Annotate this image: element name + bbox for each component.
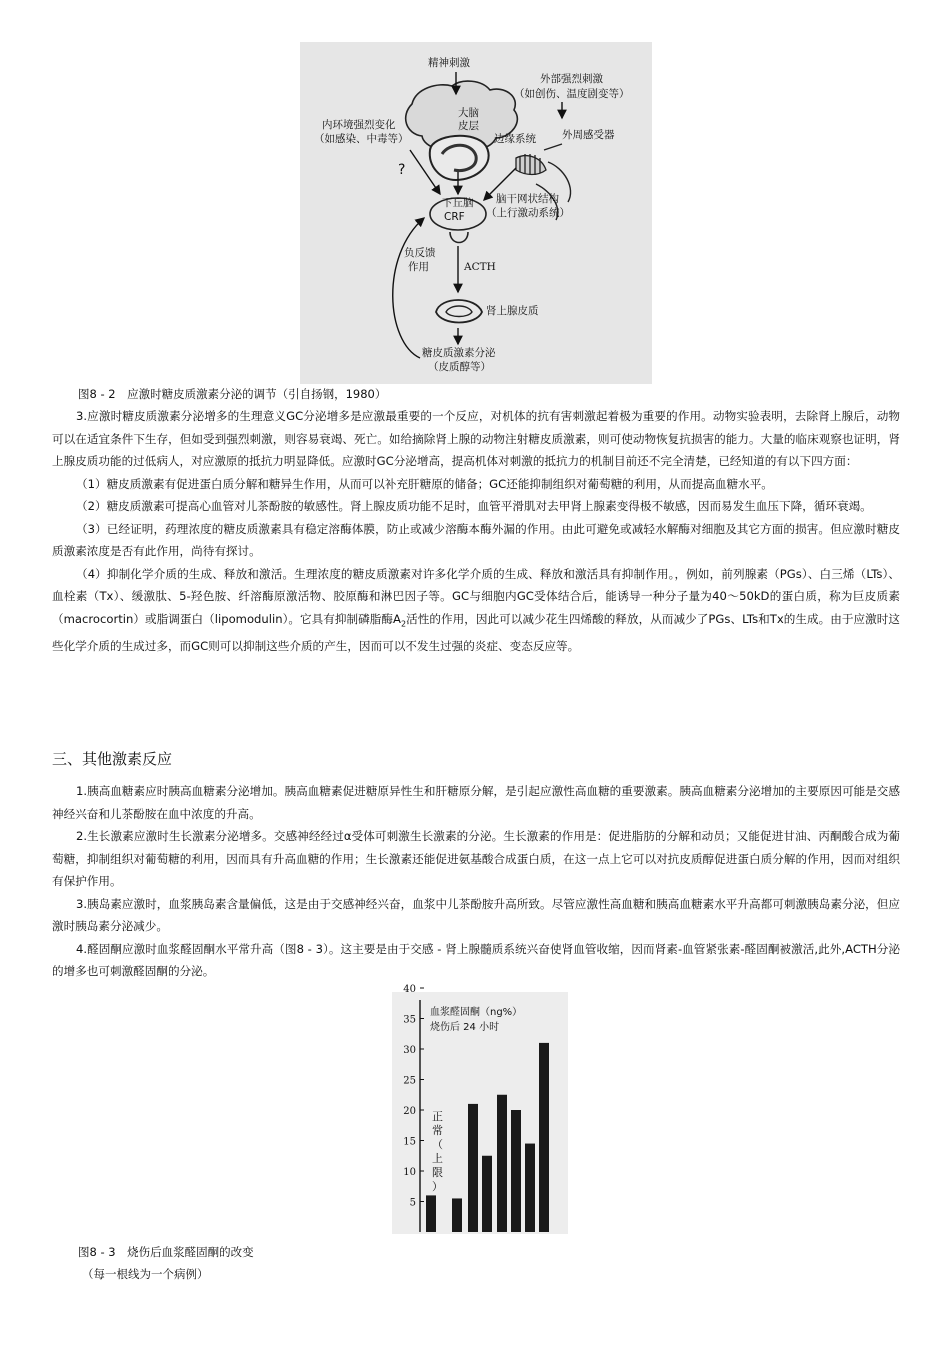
paragraph-item-4-part-a: （4）抑制化学介质的生成、释放和激活。生理浓度的糖皮质激素对许多化学介质的生成、释放和激活具有抑制作用。，例如，前列腺素（PGs）、白三烯（LTs）、血栓素（Tx）、缓激肽、5-羟色胺、纤溶酶原激活物、胶原酶和淋巴因子等。GC与细胞内GC受体结合后，能诱导一种分子量为40～50kD的蛋白质，称为巨皮质素（macrocortin）或脂调蛋白（lipomodulin）。它具有抑制磷脂酶A (52, 566, 900, 626)
label-cortex-2: 皮层 (458, 120, 479, 132)
y-tick-label: 10 (403, 1167, 416, 1178)
stress-regulation-diagram (300, 42, 652, 384)
adrenal-cortex-shape (436, 300, 482, 323)
bar-1 (426, 1195, 436, 1232)
figure-8-3-caption-note: （每一根线为一个病例） (82, 1267, 209, 1281)
paragraph-insulin: 3.胰岛素应激时，血浆胰岛素含量偏低，这是由于交感神经兴奋，血浆中儿茶酚胺升高所致。尽管应激性高血糖和胰高血糖素水平升高都可刺激胰岛素分泌，但应激时胰岛素分泌减少。 (52, 896, 900, 933)
label-mental-stimulus: 精神刺激 (428, 57, 470, 69)
label-crf: CRF (444, 211, 465, 223)
figure-8-2 (300, 42, 652, 384)
label-internal-change: 内环境强烈变化 (322, 119, 396, 131)
label-gc-secretion-example: （皮质醇等） (428, 361, 491, 373)
chart-subtitle: 烧伤后 24 小时 (430, 1022, 500, 1033)
brainstem-hatch (516, 154, 546, 175)
label-feedback-2: 作用 (408, 261, 429, 273)
normal-upper-limit-annotation: 上 (432, 1152, 443, 1165)
label-external-stimulus: 外部强烈刺激 (540, 73, 603, 85)
paragraph-gc-significance: 3.应激时糖皮质激素分泌增多的生理意义GC分泌增多是应激最重要的一个反应，对机体的抗有害刺激起着极为重要的作用。动物实验表明，去除肾上腺后，动物可以在适宜条件下生存，但如受到强烈刺激，则容易衰竭、死亡。如给摘除肾上腺的动物注射糖皮质激素，则可使动物恢复抗损害的能力。大量的临床观察也证明，肾上腺皮质功能的过低病人，对应激原的抵抗力明显降低。应激时GC分泌增高，提高机体对刺激的抵抗力的机制目前还不完全清楚，已经知道的有以下四方面： (52, 409, 900, 468)
label-limbic-system: 边缘系统 (494, 133, 536, 145)
paragraph-item-2: （2）糖皮质激素可提高心血管对儿茶酚胺的敏感性。肾上腺皮质功能不足时，血管平滑肌对去甲肾上腺素变得极不敏感，因而易发生血压下降，循环衰竭。 (76, 499, 872, 513)
y-tick-label: 25 (403, 1075, 416, 1087)
label-reticular-example: （上行激动系统） (486, 207, 570, 219)
label-feedback-1: 负反馈 (404, 247, 436, 259)
bar-5 (497, 1095, 507, 1232)
limbic-shape (430, 136, 489, 180)
bar-2 (452, 1198, 462, 1232)
label-gc-secretion: 糖皮质激素分泌 (422, 347, 496, 359)
paragraph-aldosterone: 4.醛固酮应激时血浆醛固酮水平常升高（图8 - 3）。这主要是由于交感 - 肾上腺髓质系统兴奋使肾血管收缩，因而肾素-血管紧张素-醛固酮被激活,此外,ACTH分泌的增多也可刺激醛固酮的分泌。 (52, 941, 900, 978)
label-hypothalamus: 下丘脑 (442, 197, 474, 209)
normal-upper-limit-annotation: （ (432, 1138, 443, 1151)
bar-8 (539, 1043, 549, 1232)
bar-6 (511, 1110, 521, 1232)
bar-7 (525, 1144, 535, 1232)
paragraph-item-1: （1）糖皮质激素有促进蛋白质分解和糖异生作用，从而可以补充肝糖原的储备；GC还能抑制组织对葡萄糖的利用，从而提高血糖水平。 (76, 476, 773, 491)
y-tick-label: 15 (403, 1136, 416, 1148)
label-reticular: 脑干网状结构 (496, 193, 559, 205)
paragraph-item-4-subscript: 2 (400, 618, 407, 628)
normal-upper-limit-annotation: ） (432, 1180, 443, 1193)
aldosterone-bar-chart (392, 984, 568, 1234)
label-cortex-1: 大脑 (458, 107, 479, 119)
y-tick-label: 20 (403, 1106, 416, 1117)
paragraph-item-4-part-b: 活性的作用，因此可以减少花生四烯酸的释放，从而减少了PGs、LTs和Tx的生成。由于应激时这些化学介质的生成过多，而GC则可以抑制这些介质的产生，因而可以不发生过强的炎症、变态反应等。 (52, 611, 901, 654)
bar-3 (468, 1104, 478, 1232)
paragraph-glucagon: 1.胰高血糖素应时胰高血糖素分泌增加。胰高血糖素促进糖原异性生和肝糖原分解，是引起应激性高血糖的重要激素。胰高血糖素分泌增加的主要原因可能是交感神经兴奋和儿茶酚胺在血中浓度的升高。 (52, 784, 900, 821)
paragraph-item-4 (52, 563, 900, 658)
section-title: 三、其他激素反应 (52, 750, 173, 768)
y-tick-label: 40 (403, 984, 416, 995)
normal-upper-limit-annotation: 限 (432, 1166, 443, 1179)
chart-title: 血浆醛固酮（ng%） (430, 1007, 523, 1018)
figure-8-3-caption: 图8 - 3 烧伤后血浆醛固酮的改变 (78, 1245, 254, 1259)
figure-8-3 (392, 984, 568, 1234)
label-internal-example: （如感染、中毒等） (314, 133, 409, 145)
pituitary-shape (450, 232, 468, 243)
body-text-block-2 (52, 780, 900, 983)
figure-8-2-caption: 图8 - 2 应激时糖皮质激素分泌的调节（引自扬钢，1980） (78, 387, 387, 401)
label-acth: ACTH (464, 261, 496, 273)
normal-upper-limit-annotation: 常 (432, 1124, 443, 1137)
paragraph-growth-hormone: 2.生长激素应激时生长激素分泌增多。交感神经经过α受体可刺激生长激素的分泌。生长激素的作用是：促进脂肪的分解和动员；又能促进甘油、丙酮酸合成为葡萄糖，抑制组织对葡萄糖的利用，因而具有升高血糖的作用；生长激素还能促进氨基酸合成蛋白质，在这一点上它可以对抗皮质醇促进蛋白质分解的作用，因而对组织有保护作用。 (52, 829, 900, 888)
label-question: ? (398, 162, 406, 178)
label-peripheral-receptor: 外周感受器 (562, 129, 615, 141)
paragraph-item-3: （3）已经证明，药理浓度的糖皮质激素具有稳定溶酶体膜，防止或减少溶酶本酶外漏的作用。由此可避免或减轻水解酶对细胞及其它方面的损害。但应激时糖皮质激素浓度是否有此作用，尚待有探讨。 (52, 521, 900, 558)
label-adrenal-cortex: 肾上腺皮质 (486, 305, 539, 317)
bar-4 (482, 1156, 492, 1232)
y-tick-label: 30 (403, 1045, 416, 1056)
normal-upper-limit-annotation: 正 (432, 1110, 443, 1123)
body-text-block-1 (52, 405, 900, 658)
y-tick-label: 5 (409, 1197, 416, 1209)
label-external-example: （如创伤、温度剧变等） (514, 88, 630, 100)
y-tick-label: 35 (403, 1014, 416, 1026)
